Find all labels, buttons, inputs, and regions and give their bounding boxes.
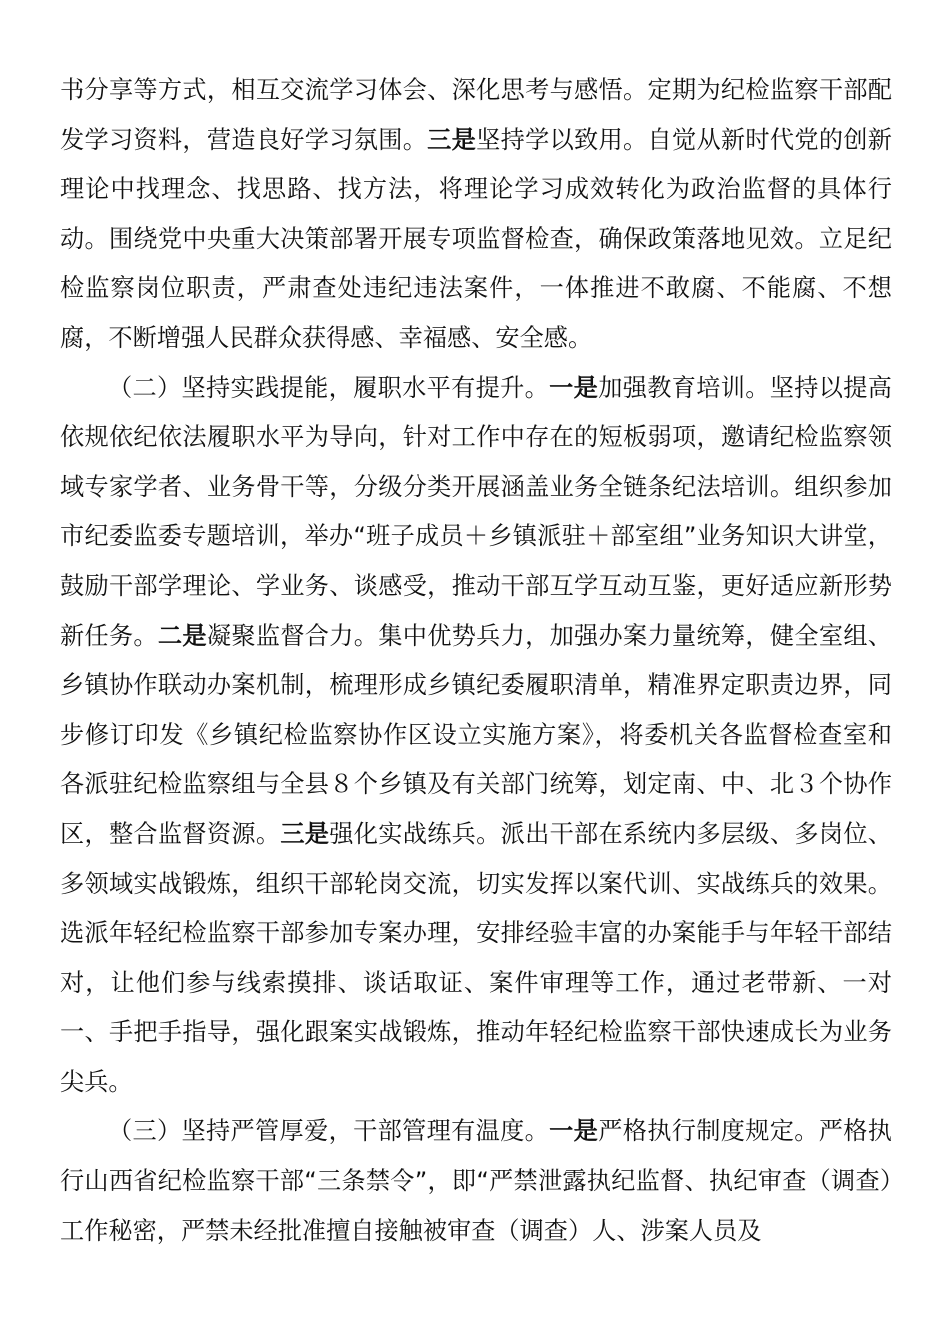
section-two-heading: （二）坚持实践提能，履职水平有提升。 [108, 373, 550, 402]
paragraph-3-run-3: 严格执行制度规定。严格执行山西省纪检监察干部“三条禁令”，即“严禁泄露执纪监督、执纪审查（调查）工作秘密，严禁未经批准擅自接触被审查（调查）人、涉案人员及 [60, 1117, 892, 1245]
section-three-heading: （三）坚持严管厚爱，干部管理有温度。 [108, 1117, 550, 1146]
paragraph-1-run-1: 书分享等方式，相互交流学习体会、深化思考与感悟。定期为纪检监察干部配发学习资料，营造良好学习氛围。 [60, 76, 892, 154]
paragraph-2-keyword-san-shi: 三是 [280, 819, 330, 848]
paragraph-2-run-7: 强化实战练兵。派出干部在系统内多层级、多岗位、多领域实战锻炼，组织干部轮岗交流，切实发挥以案代训、实战练兵的效果。选派年轻纪检监察干部参加专案办理，安排经验丰富的办案能手与年轻干部结对，让他们参与线索摸排、谈话取证、案件审理等工作，通过老带新、一对一、手把手指导，强化跟案实战锻炼，推动年轻纪检监察干部快速成长为业务尖兵。 [60, 819, 892, 1096]
paragraph-2-keyword-er-shi: 二是 [157, 621, 207, 650]
paragraph-2-run-3: 加强教育培训。坚持以提高依规依纪依法履职水平为导向，针对工作中存在的短板弱项，邀请纪检监察领域专家学者、业务骨干等，分级分类开展涵盖业务全链条纪法培训。组织参加市纪委监委专题培训，举办“班子成员＋乡镇派驻＋部室组”业务知识大讲堂，鼓励干部学理论、学业务、谈感受，推动干部互学互动互鉴，更好适应新形势新任务。 [60, 373, 892, 650]
paragraph-2-run-5: 凝聚监督合力。集中优势兵力，加强办案力量统筹，健全室组、乡镇协作联动办案机制，梳理形成乡镇纪委履职清单，精准界定职责边界，同步修订印发《乡镇纪检监察协作区设立实施方案》，将委机关各监督检查室和各派驻纪检监察组与全县８个乡镇及有关部门统筹，划定南、中、北３个协作区，整合监督资源。 [60, 621, 892, 848]
paragraph-1-run-3: 坚持学以致用。自觉从新时代党的创新理论中找理念、找思路、找方法，将理论学习成效转化为政治监督的具体行动。围绕党中央重大决策部署开展专项监督检查，确保政策落地见效。立足纪检监察岗位职责，严肃查处违纪违法案件，一体推进不敢腐、不能腐、不想腐，不断增强人民群众获得感、幸福感、安全感。 [60, 125, 892, 352]
document-page [60, 66, 892, 1256]
paragraph-3-section-three [60, 1107, 892, 1256]
paragraph-2-section-two [60, 364, 892, 1108]
paragraph-1 [60, 66, 892, 364]
paragraph-1-keyword-san-shi: 三是 [427, 125, 477, 154]
paragraph-2-keyword-yi-shi: 一是 [549, 373, 599, 402]
paragraph-3-keyword-yi-shi: 一是 [549, 1117, 599, 1146]
